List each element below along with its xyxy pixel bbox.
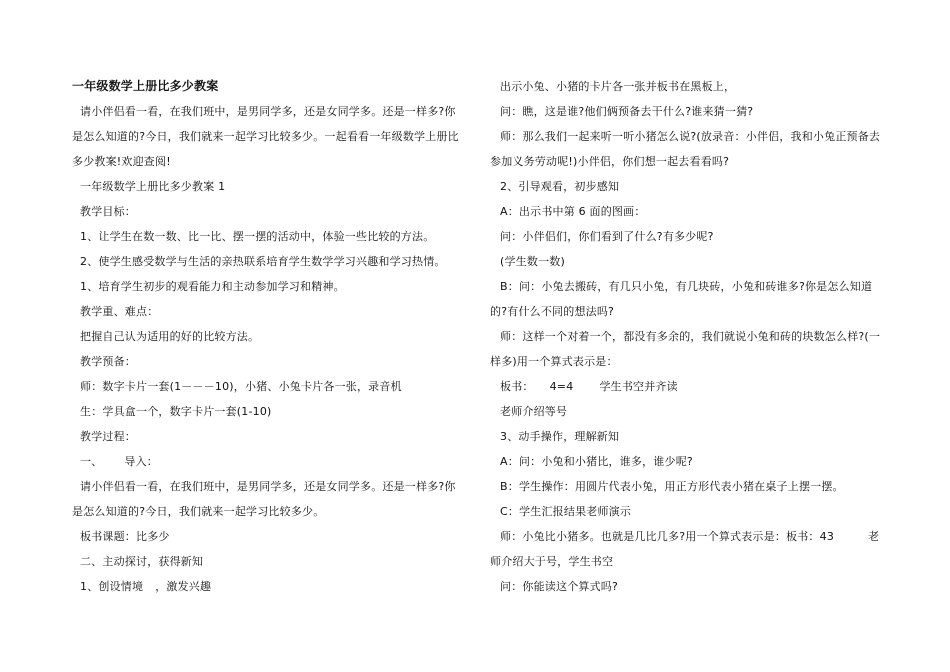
preparation-student: 生：学具盒一个，数字卡片一套(1-10) xyxy=(80,405,272,418)
step-1-text: 导入： xyxy=(124,455,159,468)
right-line-11: 师：这样一个对着一个，都没有多余的，我们就说小兔和砖的块数怎么样?(一 xyxy=(500,330,881,343)
right-line-13 xyxy=(500,379,678,394)
step-2-heading: 二、主动探讨，获得新知 xyxy=(80,555,204,568)
board-label: 板书： xyxy=(500,380,534,393)
goals-heading: 教学目标： xyxy=(80,205,136,218)
intro-line-3: 多少教案!欢迎查阅! xyxy=(72,155,171,168)
board-equation: 4=4 xyxy=(549,380,574,393)
right-line-7: 问：小伴侣们，你们看到了什么?有多少呢? xyxy=(500,230,714,243)
right-line-6: A：出示书中第 6 面的图画： xyxy=(500,205,646,218)
goal-1: 1、让学生在数一数、比一比、摆一摆的活动中，体验一些比较的方法。 xyxy=(80,230,435,243)
right-line-16: A：问：小兔和小猪比，谁多，谁少呢? xyxy=(500,455,693,468)
intro-line-2: 是怎么知道的?今日，我们就来一起学习比较多少。一起看看一年级数学上册比 xyxy=(72,130,459,143)
right-line-1: 出示小兔、小猪的卡片各一张并板书在黑板上， xyxy=(500,80,736,93)
right-line-12: 样多)用一个算式表示是： xyxy=(490,355,618,368)
step-1-heading xyxy=(80,454,158,469)
key-points-text: 把握自己认为适用的好的比较方法。 xyxy=(80,330,260,343)
right-line-5: 2、引导观看，初步感知 xyxy=(500,180,620,193)
goal-3: 1、培育学生初步的观看能力和主动参加学习和精神。 xyxy=(80,280,345,293)
right-line-4: 参加义务劳动呢!)小伴侣，你们想一起去看看吗? xyxy=(490,155,730,168)
document-title: 一年级数学上册比多少教案 xyxy=(72,79,219,93)
board-activity: 学生书空并齐读 xyxy=(599,380,678,393)
step-1-body-1: 请小伴侣看一看，在我们班中，是男同学多，还是女同学多。还是一样多?你 xyxy=(80,480,456,493)
key-points-heading: 教学重、难点： xyxy=(80,305,159,318)
step-2-1-text: ，激发兴趣 xyxy=(155,580,212,593)
right-line-8: (学生数一数) xyxy=(500,255,565,268)
lesson-subtitle: 一年级数学上册比多少教案 1 xyxy=(80,180,226,193)
right-line-10: 的?有什么不同的想法吗? xyxy=(490,305,615,318)
right-line-19 xyxy=(500,529,879,544)
step-2-1-heading xyxy=(80,579,211,594)
step-1-body-2: 是怎么知道的?今日，我们就来一起学习比较多少。 xyxy=(72,505,325,518)
goal-2: 2、使学生感受数学与生活的亲热联系培育学生数学学习兴趣和学习热情。 xyxy=(80,255,446,268)
intro-line-1: 请小伴侣看一看，在我们班中，是男同学多，还是女同学多。还是一样多?你 xyxy=(80,105,456,118)
right-line-18: C：学生汇报结果老师演示 xyxy=(500,505,632,518)
step-2-1-label: 1、创设情境 xyxy=(80,580,144,593)
right-line-3: 师：那么我们一起来听一听小猪怎么说?(放录音：小伴侣，我和小兔正预备去 xyxy=(500,130,881,143)
step-1-label: 一、 xyxy=(80,455,103,468)
right-line-21: 问：你能读这个算式吗? xyxy=(500,580,619,593)
board-title: 板书课题：比多少 xyxy=(80,530,170,543)
preparation-heading: 教学预备： xyxy=(80,355,136,368)
right-line-20: 师介绍大于号，学生书空 xyxy=(490,555,614,568)
right-line-19-end: 老 xyxy=(868,530,880,543)
right-line-9: B：问：小兔去搬砖，有几只小兔，有几块砖，小兔和砖谁多?你是怎么知道 xyxy=(500,280,873,293)
preparation-teacher: 师：数字卡片一套(1－－－10)，小猪、小兔卡片各一张，录音机 xyxy=(80,380,402,393)
right-line-17: B：学生操作：用圆片代表小兔，用正方形代表小猪在桌子上摆一摆。 xyxy=(500,480,844,493)
process-heading: 教学过程： xyxy=(80,430,136,443)
right-line-2: 问：瞧，这是谁?他们俩预备去干什么?谁来猜一猜? xyxy=(500,105,754,118)
right-line-19-text: 师：小兔比小猪多。也就是几比几多?用一个算式表示是：板书：43 xyxy=(500,530,835,543)
right-line-14: 老师介绍等号 xyxy=(500,405,568,418)
right-line-15: 3、动手操作，理解新知 xyxy=(500,430,620,443)
